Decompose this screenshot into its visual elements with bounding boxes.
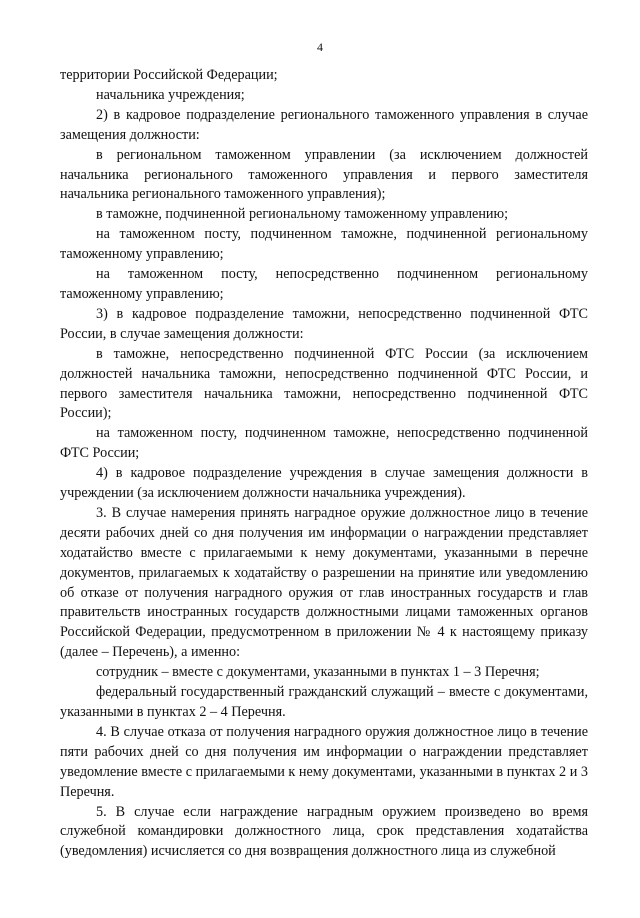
paragraph-6: на таможенном посту, подчиненном таможне, подчиненной региональному таможенному управлению; [60, 226, 588, 263]
paragraph-4: в региональном таможенном управлении (за исключением должностей начальника регионального таможенного управления и первого заместителя начальника регионального таможенного управления); [60, 146, 588, 203]
paragraph-12: 3. В случае намерения принять наградное оружие должностное лицо в течение десяти рабочих дней со дня получения им информации о награждении представляет ходатайство вместе с прилагаемыми к нему документами, указанными в перечне документов, прилагаемых к ходатайству о разрешении на принятие или уведомлению об отказе от получения наградного оружия от глав иностранных государств и глав правительств иностранных государств должностными лицами таможенных органов Российской Федерации, предусмотренном в приложении № 4 к настоящему приказу (далее – Перечень), а именно: [60, 504, 588, 661]
paragraph-3: 2) в кадровое подразделение регионального таможенного управления в случае замещения должности: [60, 106, 588, 143]
paragraph-13: сотрудник – вместе с документами, указанными в пунктах 1 – 3 Перечня; [96, 664, 540, 681]
paragraph-9: в таможне, непосредственно подчиненной ФТС России (за исключением должностей начальника таможни, непосредственно подчиненной ФТС России, и первого заместителя начальника таможни, непосредственно подчиненной ФТС России); [60, 345, 588, 422]
page-number: 4 [317, 40, 323, 54]
paragraph-14: федеральный государственный гражданский служащий – вместе с документами, указанными в пунктах 2 – 4 Перечня. [60, 684, 588, 720]
paragraph-16: 5. В случае если награждение наградным оружием произведено во время служебной командировки должностного лица, срок представления ходатайства (уведомления) исчисляется со дня возвращения должностного лица из служебной [60, 803, 588, 860]
paragraph-2: начальника учреждения; [96, 86, 245, 103]
paragraph-5: в таможне, подчиненной региональному таможенному управлению; [96, 206, 509, 223]
paragraph-15: 4. В случае отказа от получения наградного оружия должностное лицо в течение пяти рабочих дней со дня получения им информации о награждении представляет уведомление вместе с прилагаемыми к нему документами, указанными в пунктах 2 и 3 Перечня. [60, 723, 588, 800]
paragraph-10: на таможенном посту, подчиненном таможне, непосредственно подчиненной ФТС России; [60, 425, 588, 462]
paragraph-7: на таможенном посту, непосредственно подчиненном региональному таможенному управлению; [60, 266, 588, 302]
paragraph-11: 4) в кадровое подразделение учреждения в случае замещения должности в учреждении (за исключением должности начальника учреждения). [60, 465, 588, 502]
paragraph-8: 3) в кадровое подразделение таможни, непосредственно подчиненной ФТС России, в случае замещения должности: [60, 305, 588, 342]
paragraph-1: территории Российской Федерации; [60, 67, 278, 83]
document-body [60, 66, 588, 862]
